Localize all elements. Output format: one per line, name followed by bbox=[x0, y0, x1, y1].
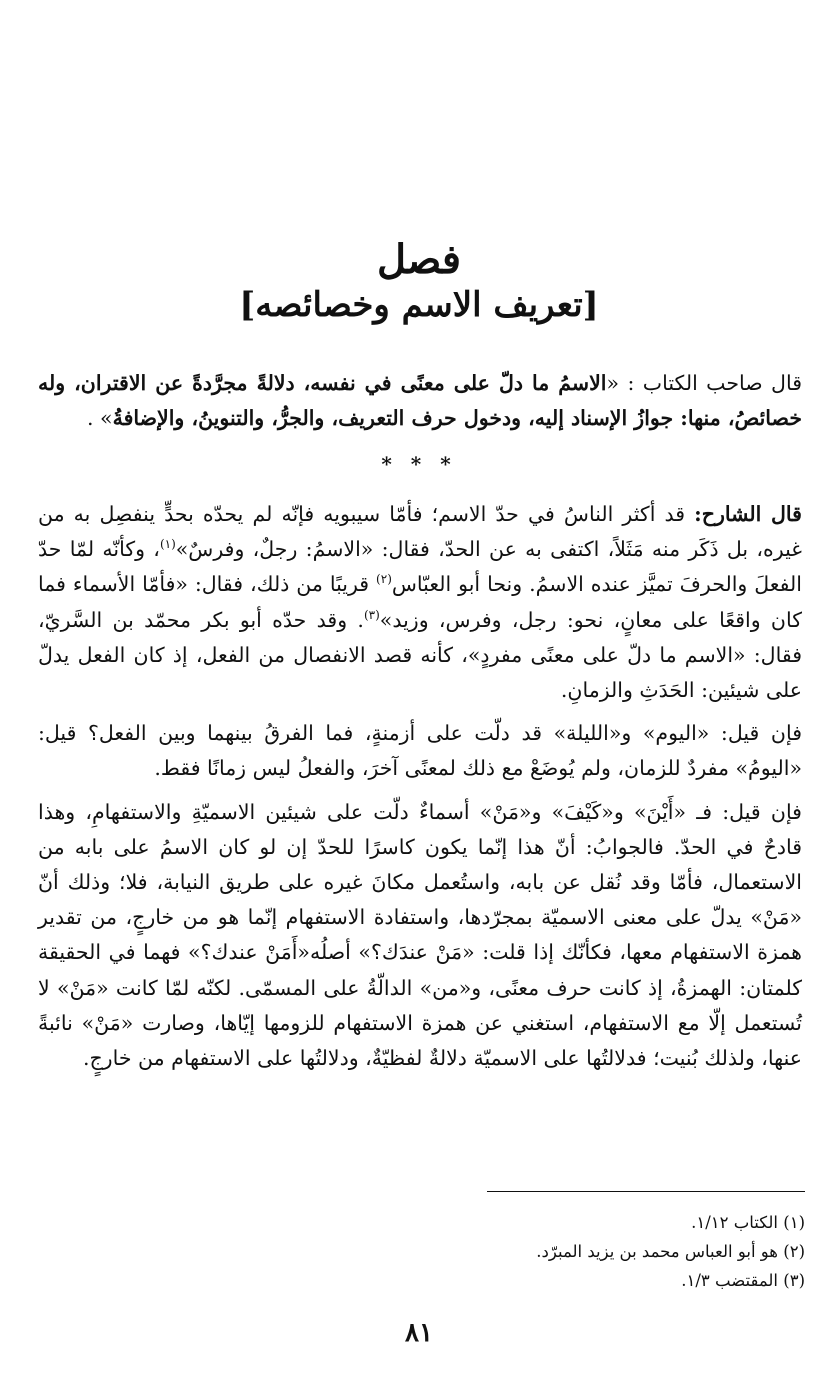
footnote-divider bbox=[487, 1191, 805, 1192]
footnote: (٢) هو أبو العباس محمد بن يزيد المبرّد. bbox=[536, 1242, 805, 1261]
footnote-ref[interactable]: (٢) bbox=[376, 572, 392, 587]
commentary-body bbox=[38, 497, 802, 1078]
intro-close: » . bbox=[87, 406, 113, 430]
footnote: (١) الكتاب ١/١٢. bbox=[691, 1213, 805, 1232]
footnote-ref[interactable]: (١) bbox=[159, 537, 176, 552]
paragraph-text: قريبًا من ذلك، فقال: «فأمّا الأسماء فما كان واقعًا على معانٍ، نحو: رجل، وفرس، وزيد» bbox=[38, 572, 802, 632]
footnote-ref[interactable]: (٣) bbox=[363, 607, 380, 622]
commentary-paragraph: فإن قيل: «اليوم» و«الليلة» قد دلّت على أزمنةٍ، فما الفرقُ بينهما وبين الفعل؟ قيل: «اليومُ» مفردٌ للزمان، ولم يُوضَعْ مع ذلك لمعنًى آخرَ، والفعلُ ليس زمانًا فقط. bbox=[38, 721, 802, 781]
paragraph-text: . وقد حدّه أبو بكر محمّد بن السَّريّ، فقال: «الاسم ما دلّ على معنًى مفردٍ»، كأنه قصد الانفصال من الفعل، إذ كان الفعل يدلّ على شيئين: الحَدَثِ والزمانِ. bbox=[38, 607, 802, 703]
footnote: (٣) المقتضب ١/٣. bbox=[681, 1271, 805, 1290]
intro-paragraph bbox=[38, 366, 802, 436]
commentary-paragraph: فإن قيل: فـ «أَيْنَ» و«كَيْفَ» و«مَنْ» أسماءٌ دلّت على شيئين الاسميّةِ والاستفهامِ، وهذا قادحٌ في الحدّ. فالجوابُ: أنّ هذا إنّما يكون كاسرًا للحدّ إن لو كان الاسمُ على بابه من الاستعمال، فأمّا وقد نُقل عن بابه، واستُعمل مكانَ غيره على طريق النيابة، فلا؛ وذلك أنّ «مَنْ» يدلّ على معنى الاسميّة بمجرّدها، واستفادة الاستفهام إنّما هو من خارجٍ، من تقدير همزة الاستفهام معها، فكأنّك إذا قلت: «مَنْ عندَك؟» أصلُه«أَمَنْ عندك؟» فهما في الحقيقة كلمتان: الهمزةُ، إذ كانت حرف معنًى، و«من» الدالّةُ على المسمّى. لكنّه لمّا كانت «مَنْ» لا تُستعمل إلّا مع الاستفهام، استغني عن همزة الاستفهام للزومها إيّاها، وصارت «مَنْ» نائبةً عنها، ولذلك بُنيت؛ فدلالتُها على الاسميّة دلالةٌ لفظيّةٌ، ودلالتُها على الاستفهام من خارجٍ. bbox=[38, 799, 802, 1071]
section-separator: * * * bbox=[381, 452, 457, 476]
intro-quote: الاسمُ ما دلّ على معنًى في نفسه، دلالةً مجرَّدةً عن الاقتران، وله خصائصُ، منها: جوازُ الإسناد إليه، ودخول حرف التعريف، والجرُّ، والتنوينُ، والإضافةُ bbox=[38, 371, 802, 430]
footnotes bbox=[200, 1208, 805, 1295]
paragraph-text: ، وكأنّه لمّا حدّ الفعلَ والحرفَ تميَّز عنده الاسمُ. ونحا أبو العبّاس bbox=[38, 537, 802, 597]
chapter-heading: فصل bbox=[376, 236, 462, 283]
paragraph-lead: قال الشارح: bbox=[694, 502, 802, 526]
commentary-paragraph bbox=[38, 497, 802, 708]
paragraph-text: قد أكثر الناسُ في حدّ الاسم؛ فأمّا سيبويه فإنّه لم يحدّه بحدٍّ ينفصِل به من غيره، بل ذَكَر منه مَثَلاً، اكتفى به عن الحدّ، فقال: «الاسمُ: رجلٌ، وفرسٌ» bbox=[38, 502, 802, 562]
page-number: ٨١ bbox=[405, 1318, 433, 1348]
section-title: [تعريف الاسم وخصائصه] bbox=[239, 285, 599, 325]
intro-lead: قال صاحب الكتاب : « bbox=[606, 371, 803, 395]
